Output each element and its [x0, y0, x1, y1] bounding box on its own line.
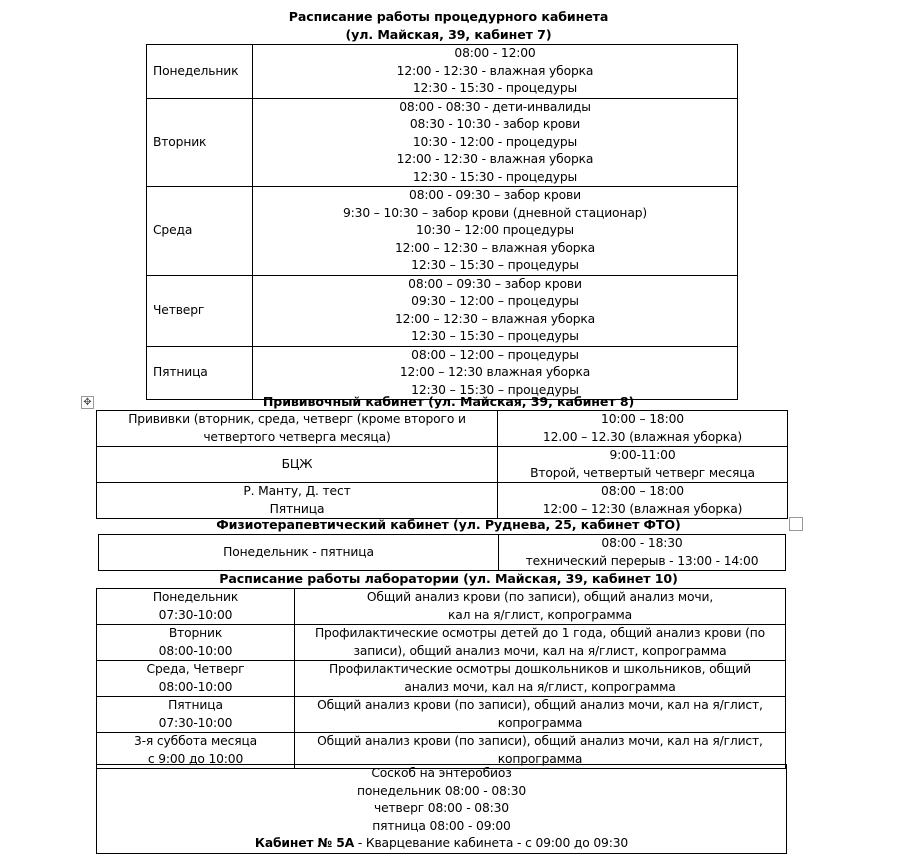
cabinet-label: Кабинет № 5А [254, 836, 355, 851]
hours-cell: 10:00 – 18:00 12.00 – 12.30 (влажная уборка) [498, 411, 788, 447]
day-cell: 3-я суббота месяца с 9:00 до 10:00 [97, 733, 295, 769]
laboratory-title: Расписание работы лаборатории (ул. Майская, 39, кабинет 10) [219, 571, 678, 586]
tests-cell: Общий анализ крови (по записи), общий анализ мочи, кал на я/глист, копрограмма [295, 589, 786, 625]
physio-title: Физиотерапевтический кабинет (ул. Руднева, 25, кабинет ФТО) [216, 517, 681, 532]
day-cell: Пятница [147, 346, 253, 400]
day-cell: Среда [147, 187, 253, 276]
table-row [147, 45, 738, 99]
table-row [97, 765, 787, 854]
service-cell: Р. Манту, Д. тест Пятница [97, 483, 498, 519]
day-cell: Пятница 07:30-10:00 [97, 697, 295, 733]
table-row [97, 483, 788, 519]
procedural-schedule-table [146, 44, 738, 400]
hours-cell: 08:00 – 12:00 – процедуры 12:00 – 12:30 влажная уборка 12:30 – 15:30 – процедуры [253, 346, 738, 400]
hours-cell: 08:00 - 12:00 12:00 - 12:30 - влажная уборка 12:30 - 15:30 - процедуры [253, 45, 738, 99]
tests-cell: Общий анализ крови (по записи), общий анализ мочи, кал на я/глист, копрограмма [295, 733, 786, 769]
hours-cell: 08:00 – 09:30 – забор крови 09:30 – 12:00 – процедуры 12:00 – 12:30 – влажная уборка 12:30 – 15:30 – процедуры [253, 275, 738, 346]
table-row [97, 625, 786, 661]
day-cell: Понедельник 07:30-10:00 [97, 589, 295, 625]
laboratory-schedule-table [96, 588, 786, 769]
table-row [147, 98, 738, 187]
procedural-title-line2: (ул. Майская, 39, кабинет 7) [345, 27, 552, 42]
table-row [147, 346, 738, 400]
cell-end-marker-icon [789, 517, 803, 531]
tests-cell: Профилактические осмотры детей до 1 года, общий анализ крови (по записи), общий анализ мочи, кал на я/глист, копрограмма [295, 625, 786, 661]
table-row [97, 697, 786, 733]
service-cell: БЦЖ [97, 447, 498, 483]
tests-cell: Общий анализ крови (по записи), общий анализ мочи, кал на я/глист, копрограмма [295, 697, 786, 733]
enterobiasis-table [96, 764, 787, 854]
table-row [97, 447, 788, 483]
table-row [99, 535, 786, 571]
hours-cell: 08:00 - 08:30 - дети-инвалиды 08:30 - 10:30 - забор крови 10:30 - 12:00 - процедуры 12:00 - 12:30 - влажная уборка 12:30 - 15:30 - процедуры [253, 98, 738, 187]
quartz-treatment-line: Кабинет № 5А - Кварцевание кабинета - с 09:00 до 09:30 [254, 836, 629, 851]
days-cell: Понедельник - пятница [99, 535, 499, 571]
table-row [147, 275, 738, 346]
table-row [97, 411, 788, 447]
table-move-handle-icon[interactable]: ✥ [81, 396, 94, 409]
day-cell: Вторник [147, 98, 253, 187]
vaccination-schedule-table [96, 410, 788, 519]
procedural-title-line1: Расписание работы процедурного кабинета [288, 9, 609, 24]
hours-cell: 08:00 - 18:30 технический перерыв - 13:00 - 14:00 [499, 535, 786, 571]
table-row [97, 589, 786, 625]
enterobiasis-cell: Соскоб на энтеробиоз понедельник 08:00 - 08:30 четверг 08:00 - 08:30 пятница 08:00 - 09:00 Кабинет № 5А - Кварцевание кабинета - с 09:00 до 09:30 [97, 765, 787, 854]
physio-schedule-table [98, 534, 786, 571]
table-row [147, 187, 738, 276]
day-cell: Понедельник [147, 45, 253, 99]
hours-cell: 08:00 – 18:00 12:00 – 12:30 (влажная уборка) [498, 483, 788, 519]
day-cell: Среда, Четверг 08:00-10:00 [97, 661, 295, 697]
vaccination-title: Прививочный кабинет (ул. Майская, 39, кабинет 8) [262, 394, 635, 409]
tests-cell: Профилактические осмотры дошкольников и школьников, общий анализ мочи, кал на я/глист, копрограмма [295, 661, 786, 697]
hours-cell: 08:00 - 09:30 – забор крови 9:30 – 10:30 – забор крови (дневной стационар) 10:30 – 12:00 процедуры 12:00 – 12:30 – влажная уборка 12:30 – 15:30 – процедуры [253, 187, 738, 276]
table-row [97, 661, 786, 697]
day-cell: Вторник 08:00-10:00 [97, 625, 295, 661]
hours-cell: 9:00-11:00 Второй, четвертый четверг месяца [498, 447, 788, 483]
service-cell: Прививки (вторник, среда, четверг (кроме второго и четвертого четверга месяца) [97, 411, 498, 447]
day-cell: Четверг [147, 275, 253, 346]
